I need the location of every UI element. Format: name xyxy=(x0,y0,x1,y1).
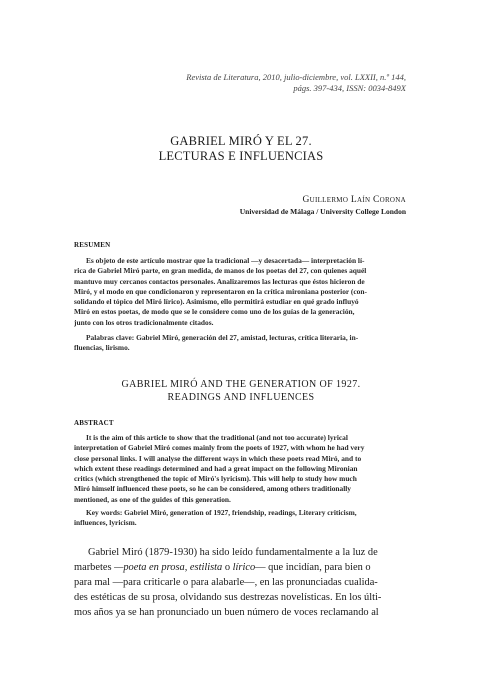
abstract-line: critics (which strengthened the topic of Miró's lyricism). This will help to study how much xyxy=(74,474,357,484)
resumen-line: Miró en estos poetas, de modo que se le considere como uno de los guías de la generación, xyxy=(74,307,355,317)
body-line: para mal —para criticarle o para alabarle—, en las pronunciadas cualida- xyxy=(74,577,378,588)
article-title xyxy=(0,134,482,164)
english-title-line: GABRIEL MIRÓ AND THE GENERATION OF 1927. xyxy=(121,379,361,390)
abstract-line: interpretation of Gabriel Miró comes mainly from the poets of 1927, with whom he had very xyxy=(74,443,365,453)
article-title-line: GABRIEL MIRÓ Y EL 27. xyxy=(170,134,312,148)
article-title-line: LECTURAS E INFLUENCIAS xyxy=(158,149,324,163)
journal-citation xyxy=(150,72,406,94)
abstract-line: Miró himself influenced these poets, so he can be considered, among others traditionally xyxy=(74,484,352,494)
resumen-heading: RESUMEN xyxy=(74,241,111,249)
abstract-line: which extent these readings determined and had a great impact on the following Mironian xyxy=(74,463,358,473)
resumen-line: mantuvo muy cercanos contactos personales. Analizaremos las lecturas que éstos hicieron de xyxy=(74,276,365,286)
abstract-heading: ABSTRACT xyxy=(74,419,114,427)
abstract-paragraph xyxy=(74,433,406,505)
abstract-keywords-line: Key words: Gabriel Miró, generation of 1927, friendship, readings, Literary criticism, xyxy=(86,508,357,517)
resumen-line: solidando el tópico del Miró lírico). Asimismo, ello permitirá estudiar en qué grado influyó xyxy=(74,297,359,307)
journal-citation-line: Revista de Literatura, 2010, julio-diciembre, vol. LXXII, n.º 144, xyxy=(186,72,406,82)
body-text-fragment: marbetes xyxy=(74,562,115,573)
abstract-keywords xyxy=(74,508,406,529)
abstract-keywords-line: influences, lyricism. xyxy=(74,518,137,528)
body-line: des estéticas de su prosa, olvidando sus destrezas novelísticas. En los últi- xyxy=(74,592,382,603)
abstract-line: mentioned, as one of the guides of this generation. xyxy=(74,494,231,504)
abstract-line: close personal links. I will analyse the different ways in which these poets read Miró, and to xyxy=(74,453,362,463)
resumen-paragraph xyxy=(74,256,406,328)
body-italic-term: —poeta en prosa, estilista xyxy=(114,562,223,573)
resumen-keywords xyxy=(74,333,406,354)
journal-citation-line: págs. 397-434, ISSN: 0034-849X xyxy=(293,83,406,93)
body-text xyxy=(74,545,414,620)
body-italic-term: lírico xyxy=(232,562,256,573)
author-affiliation: Universidad de Málaga / University College London xyxy=(239,207,406,216)
resumen-keywords-line: Palabras clave: Gabriel Miró, generación del 27, amistad, lecturas, crítica literaria, in- xyxy=(86,333,359,342)
resumen-line: rica de Gabriel Miró parte, en gran medida, de manos de los poetas del 27, con quienes aquél xyxy=(74,266,367,276)
body-line: Gabriel Miró (1879-1930) ha sido leído fundamentalmente a la luz de xyxy=(88,547,378,558)
english-title-line: READINGS AND INFLUENCES xyxy=(167,392,315,403)
body-line xyxy=(74,560,414,575)
resumen-line: Es objeto de este artículo mostrar que la tradicional —y desacertada— interpretación lí- xyxy=(86,256,365,265)
abstract-line: It is the aim of this article to show that the traditional (and not too accurate) lyrical xyxy=(86,433,348,442)
resumen-keywords-line: fluencias, lirismo. xyxy=(74,343,130,353)
body-text-fragment: — que incidían, para bien o xyxy=(255,562,371,573)
english-title xyxy=(0,378,482,404)
body-text-fragment: o xyxy=(222,562,233,573)
resumen-line: junto con los otros tradicionalmente citados. xyxy=(74,317,214,327)
resumen-line: Miró, y el modo en que condicionaron y representaron en la crítica mironiana posterior (con- xyxy=(74,286,367,296)
author-name: Guillermo Laín Corona xyxy=(302,195,406,205)
body-line: mos años ya se han pronunciado un buen número de voces reclamando al xyxy=(74,607,379,618)
author-block xyxy=(180,194,406,217)
